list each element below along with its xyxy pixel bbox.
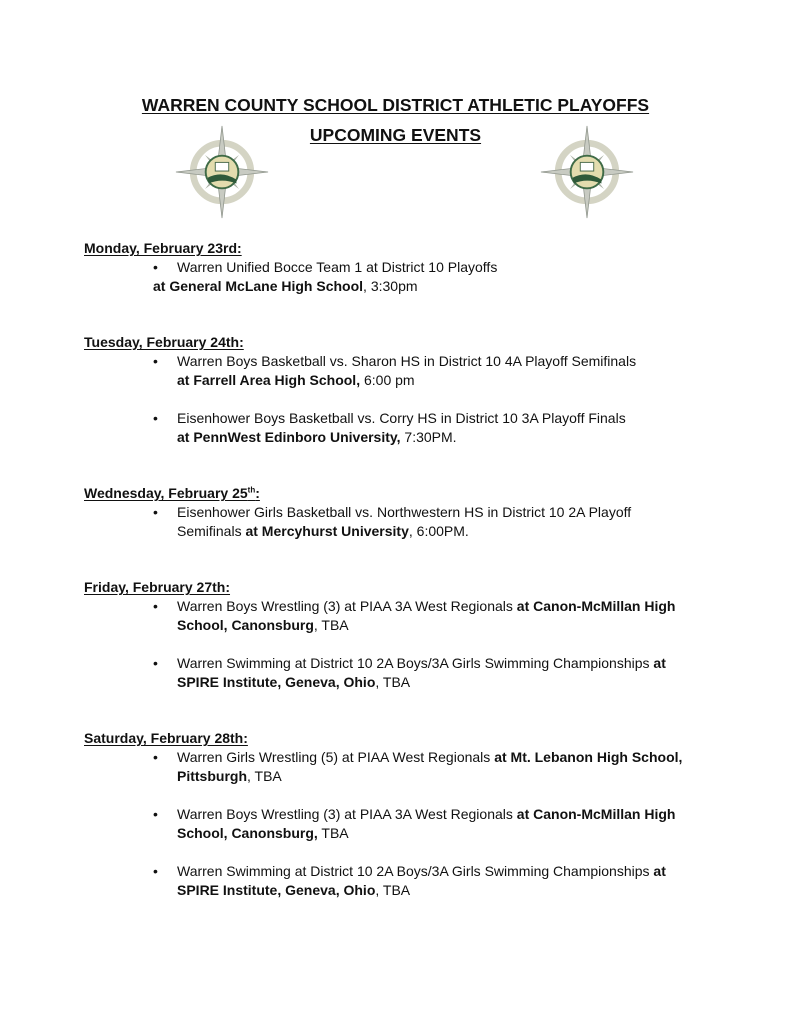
bullet-icon: • — [153, 353, 158, 369]
event-line — [84, 862, 724, 881]
event-venue-text: at PennWest Edinboro University, — [177, 429, 401, 445]
bullet-icon: • — [153, 749, 158, 765]
event-item — [84, 503, 724, 541]
event-venue-text: SPIRE Institute, Geneva, Ohio — [177, 674, 376, 690]
event-text: Warren Boys Wrestling (3) at PIAA 3A West Regionals — [177, 806, 517, 822]
day-heading — [84, 578, 724, 597]
event-venue-text: at Mt. Lebanon High School, — [494, 749, 683, 765]
event-line — [84, 503, 724, 522]
event-venue-text: School, Canonsburg — [177, 617, 314, 633]
event-text: 6:00 pm — [360, 372, 415, 388]
event-item — [84, 862, 724, 900]
event-line — [84, 371, 724, 390]
day-heading-suffix: : — [255, 485, 260, 501]
bullet-icon: • — [153, 410, 158, 426]
event-line — [84, 597, 724, 616]
event-item — [84, 409, 724, 447]
event-text: Eisenhower Boys Basketball vs. Corry HS in District 10 3A Playoff Finals — [177, 410, 626, 426]
event-venue-text: Pittsburgh — [177, 768, 247, 784]
day-heading — [84, 729, 724, 748]
bullet-icon: • — [153, 504, 158, 520]
event-venue-text: at Canon-McMillan High — [516, 598, 676, 614]
event-text: Semifinals — [177, 523, 246, 539]
event-item — [84, 352, 724, 390]
bullet-icon: • — [153, 655, 158, 671]
bullet-icon: • — [153, 806, 158, 822]
event-venue-text: at Farrell Area High School, — [177, 372, 361, 388]
event-text: , TBA — [247, 768, 282, 784]
event-item — [84, 748, 724, 786]
day-heading — [84, 484, 724, 503]
day-heading — [84, 333, 724, 352]
event-line — [84, 522, 724, 541]
event-text: Warren Boys Basketball vs. Sharon HS in District 10 4A Playoff Semifinals — [177, 353, 637, 369]
day-heading-superscript: th — [247, 485, 256, 495]
event-line — [84, 654, 724, 673]
day-heading-text: Tuesday, February 24th: — [84, 334, 244, 350]
event-text: , 6:00PM. — [408, 523, 469, 539]
event-text: 7:30PM. — [400, 429, 457, 445]
day-heading — [84, 239, 724, 258]
page-subtitle: UPCOMING EVENTS — [309, 125, 482, 145]
event-item — [84, 597, 724, 635]
event-text: , TBA — [313, 617, 349, 633]
event-item — [84, 258, 724, 296]
event-line — [84, 748, 724, 767]
event-text: , TBA — [375, 674, 411, 690]
event-venue-text: at — [653, 655, 666, 671]
event-item — [84, 805, 724, 843]
day-heading-text: Saturday, February 28th: — [84, 730, 248, 746]
event-line — [84, 277, 724, 296]
compass-rose-school-seal-icon — [174, 124, 270, 220]
event-line — [84, 805, 724, 824]
event-line — [84, 409, 724, 428]
event-line — [84, 616, 724, 635]
event-line — [84, 258, 724, 277]
event-line — [84, 352, 724, 371]
event-line — [84, 881, 724, 900]
event-text: Warren Swimming at District 10 2A Boys/3A Girls Swimming Championships — [177, 863, 654, 879]
event-text: Warren Girls Wrestling (5) at PIAA West Regionals — [177, 749, 495, 765]
day-section — [84, 239, 724, 296]
event-line — [84, 824, 724, 843]
event-text: Warren Unified Bocce Team 1 at District 10 Playoffs — [177, 259, 498, 275]
event-text: , 3:30pm — [363, 278, 418, 294]
event-venue-text: at General McLane High School — [153, 278, 364, 294]
bullet-icon: • — [153, 863, 158, 879]
day-section — [84, 333, 724, 447]
event-item — [84, 654, 724, 692]
event-text: , TBA — [375, 882, 411, 898]
bullet-icon: • — [153, 598, 158, 614]
event-venue-text: School, Canonsburg, — [177, 825, 318, 841]
event-line — [84, 673, 724, 692]
event-venue-text: at Canon-McMillan High — [516, 806, 676, 822]
event-venue-text: at — [653, 863, 666, 879]
day-heading-text: Wednesday, February 25 — [84, 485, 248, 501]
events-list — [84, 239, 724, 900]
event-venue-text: at Mercyhurst University — [245, 523, 409, 539]
day-heading-text: Friday, February 27th: — [84, 579, 231, 595]
compass-rose-school-seal-icon — [539, 124, 635, 220]
event-venue-text: SPIRE Institute, Geneva, Ohio — [177, 882, 376, 898]
event-text: Warren Swimming at District 10 2A Boys/3A Girls Swimming Championships — [177, 655, 654, 671]
day-section — [84, 578, 724, 692]
day-section — [84, 729, 724, 900]
day-section — [84, 484, 724, 541]
event-line — [84, 767, 724, 786]
bullet-icon: • — [153, 259, 158, 275]
event-text: Eisenhower Girls Basketball vs. Northwestern HS in District 10 2A Playoff — [177, 504, 632, 520]
event-text: TBA — [317, 825, 349, 841]
event-line — [84, 428, 724, 447]
day-heading-text: Monday, February 23rd: — [84, 240, 242, 256]
event-text: Warren Boys Wrestling (3) at PIAA 3A West Regionals — [177, 598, 517, 614]
page-title: WARREN COUNTY SCHOOL DISTRICT ATHLETIC PLAYOFFS — [141, 95, 650, 115]
